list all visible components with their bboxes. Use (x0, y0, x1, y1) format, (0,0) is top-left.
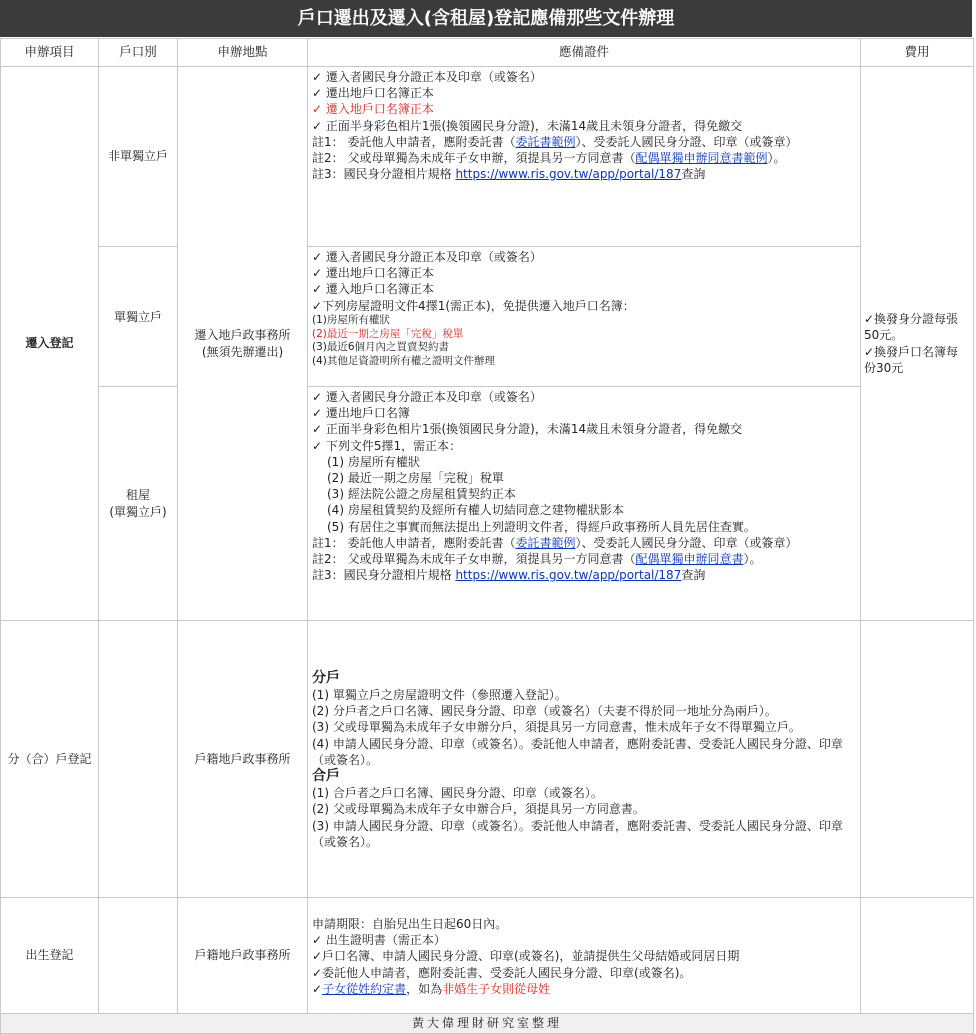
location-split: 戶籍地戶政事務所 (178, 621, 308, 898)
doc-line: ✓ 遷入者國民身分證正本及印章（或簽名） (312, 390, 542, 404)
docs-split (308, 621, 861, 898)
doc-line: (4) 申請人國民身分證、印章（或簽名）。委託他人申請者，應附委託書、受委託人國民身分證、印章（或簽名）。 (312, 736, 843, 767)
note-1: 註1： 委託他人申請者，應附委託書（委託書範例）、受委託人國民身分證、印章（或簽章） (312, 535, 798, 550)
fee-birth-empty (861, 898, 974, 1014)
ris-photo-spec-link[interactable]: https://www.ris.gov.tw/app/portal/187 (455, 568, 682, 583)
type-birth-empty (99, 898, 178, 1014)
item-split-merge: 分（合）戶登記 (1, 621, 99, 898)
table-row (1, 247, 974, 387)
doc-line: ✓下列房屋證明文件4擇1(需正本)，免提供遷入地戶口名簿： (312, 298, 635, 313)
doc-line: ✓ 正面半身彩色相片1張(換領國民身分證)，未滿14歲且未領身分證者，得免繳交 (312, 422, 743, 437)
rent-option: (2) 最近一期之房屋「完稅」稅單 (327, 471, 504, 486)
rent-option: (4) 房屋租賃契約及經所有權人切結同意之建物權狀影本 (327, 503, 624, 518)
surname-agreement-link[interactable]: 子女從姓約定書 (322, 981, 407, 996)
type-rent: 租屋 (單獨立戶) (99, 387, 178, 621)
doc-line: (2) 父或母單獨為未成年子女申辦合戶，須提具另一方同意書。 (312, 802, 645, 817)
item-birth: 出生登記 (1, 898, 99, 1014)
docs-rent (308, 387, 861, 621)
type-head: 單獨立戶 (99, 247, 178, 387)
consent-link[interactable]: 配偶單獨申辦同意書 (635, 552, 744, 567)
location-birth: 戶籍地戶政事務所 (178, 898, 308, 1014)
doc-line: ✓ 遷入者國民身分證正本及印章（或簽名） (312, 70, 542, 84)
header-item: 申辦項目 (1, 39, 99, 67)
doc-line: (1) 合戶者之戶口名簿、國民身分證、印章（或簽名）。 (312, 786, 603, 801)
item-move-in: 遷入登記 (1, 67, 99, 621)
house-doc: (3)最近6個月內之買賣契約書 (312, 341, 450, 354)
doc-line: ✓ 遷入地戶口名簿正本 (312, 102, 434, 117)
footer-credit: 黃大偉理財研究室整理 (0, 1013, 974, 1034)
doc-line: ✓ 出生證明書（需正本） (312, 933, 446, 948)
docs-head (308, 247, 861, 387)
consent-sample-link[interactable]: 配偶單獨申辦同意書範例 (635, 151, 768, 166)
note-1: 註1： 委託他人申請者，應附委託書（委託書範例）、受委託人國民身分證、印章（或簽章） (312, 134, 798, 149)
note-3: 註3：國民身分證相片規格 https://www.ris.gov.tw/app/portal/187查詢 (312, 568, 706, 583)
fee-move-in: ✓換發身分證每張50元。 ✓換發戶口名簿每份30元 (861, 67, 974, 621)
table-row (1, 387, 974, 621)
doc-line: (3) 申請人國民身分證、印章（或簽名）。委託他人申請者，應附委託書、受委託人國民身分證、印章（或簽名）。 (312, 818, 843, 849)
doc-line: (1) 單獨立戶之房屋證明文件（參照遷入登記）。 (312, 688, 567, 703)
doc-line: ✓ 下列文件5擇1，需正本： (312, 438, 462, 453)
docs-birth (308, 898, 861, 1014)
doc-line: ✓ 遷出地戶口名簿 (312, 406, 410, 421)
doc-line: ✓ 遷出地戶口名簿正本 (312, 86, 434, 101)
page-title: 戶口遷出及遷入(含租屋)登記應備那些文件辦理 (0, 0, 972, 37)
doc-line: ✓子女從姓約定書，如為非婚生子女則從母姓 (312, 981, 551, 996)
doc-line: (3) 父或母單獨為未成年子女申辦分戶，須提具另一方同意書，惟未成年子女不得單獨立戶。 (312, 720, 801, 735)
doc-line: ✓ 遷入者國民身分證正本及印章（或簽名） (312, 250, 542, 264)
doc-line: ✓戶口名簿、申請人國民身分證、印章(或簽名)，並請提供生父母結婚或同居日期 (312, 949, 740, 964)
type-non-head: 非單獨立戶 (99, 67, 178, 247)
table-row (1, 67, 974, 247)
docs-non-head (308, 67, 861, 247)
proxy-sample-link[interactable]: 委託書範例 (515, 535, 576, 550)
note-3: 註3：國民身分證相片規格 https://www.ris.gov.tw/app/portal/187查詢 (312, 167, 706, 182)
table-row (1, 621, 974, 898)
doc-line: ✓ 遷入地戶口名簿正本 (312, 282, 434, 297)
header-fee: 費用 (861, 39, 974, 67)
header-location: 申辦地點 (178, 39, 308, 67)
doc-line: ✓委託他人申請者，應附委託書、受委託人國民身分證、印章(或簽名)。 (312, 965, 692, 980)
doc-line: (2) 分戶者之戶口名簿、國民身分證、印章（或簽名）（夫妻不得於同一地址分為兩戶）。 (312, 704, 777, 719)
house-doc: (1)房屋所有權狀 (312, 313, 390, 326)
rent-option: (5) 有居住之事實而無法提出上列證明文件者，得經戶政事務所人員先居住查實。 (327, 519, 756, 534)
note-2: 註2： 父或母單獨為未成年子女申辦，須提具另一方同意書（配偶單獨申辦同意書範例）。 (312, 151, 786, 166)
merge-title: 合戶 (312, 768, 340, 785)
header-row (1, 39, 974, 67)
header-documents: 應備證件 (308, 39, 861, 67)
document-table (0, 38, 974, 1014)
ris-photo-spec-link[interactable]: https://www.ris.gov.tw/app/portal/187 (455, 167, 682, 182)
location-move-in: 遷入地戶政事務所 (無須先辦遷出) (178, 67, 308, 621)
split-title: 分戶 (312, 670, 340, 687)
proxy-sample-link[interactable]: 委託書範例 (515, 134, 576, 149)
header-household-type: 戶口別 (99, 39, 178, 67)
rent-option: (1) 房屋所有權狀 (327, 454, 420, 469)
house-doc: (2)最近一期之房屋「完稅」稅單 (312, 327, 464, 340)
doc-line: ✓ 遷出地戶口名簿正本 (312, 266, 434, 281)
house-doc: (4)其他足資證明所有權之證明文件辦理 (312, 355, 495, 368)
rent-option: (3) 經法院公證之房屋租賃契約正本 (327, 487, 516, 502)
doc-line: ✓ 正面半身彩色相片1張(換領國民身分證)，未滿14歲且未領身分證者，得免繳交 (312, 118, 743, 133)
table-row (1, 898, 974, 1014)
note-2: 註2： 父或母單獨為未成年子女申辦，須提具另一方同意書（配偶單獨申辦同意書）。 (312, 552, 762, 567)
type-split-empty (99, 621, 178, 898)
doc-line: 申請期限：自胎兒出生日起60日內。 (312, 916, 508, 931)
fee-split-empty (861, 621, 974, 898)
